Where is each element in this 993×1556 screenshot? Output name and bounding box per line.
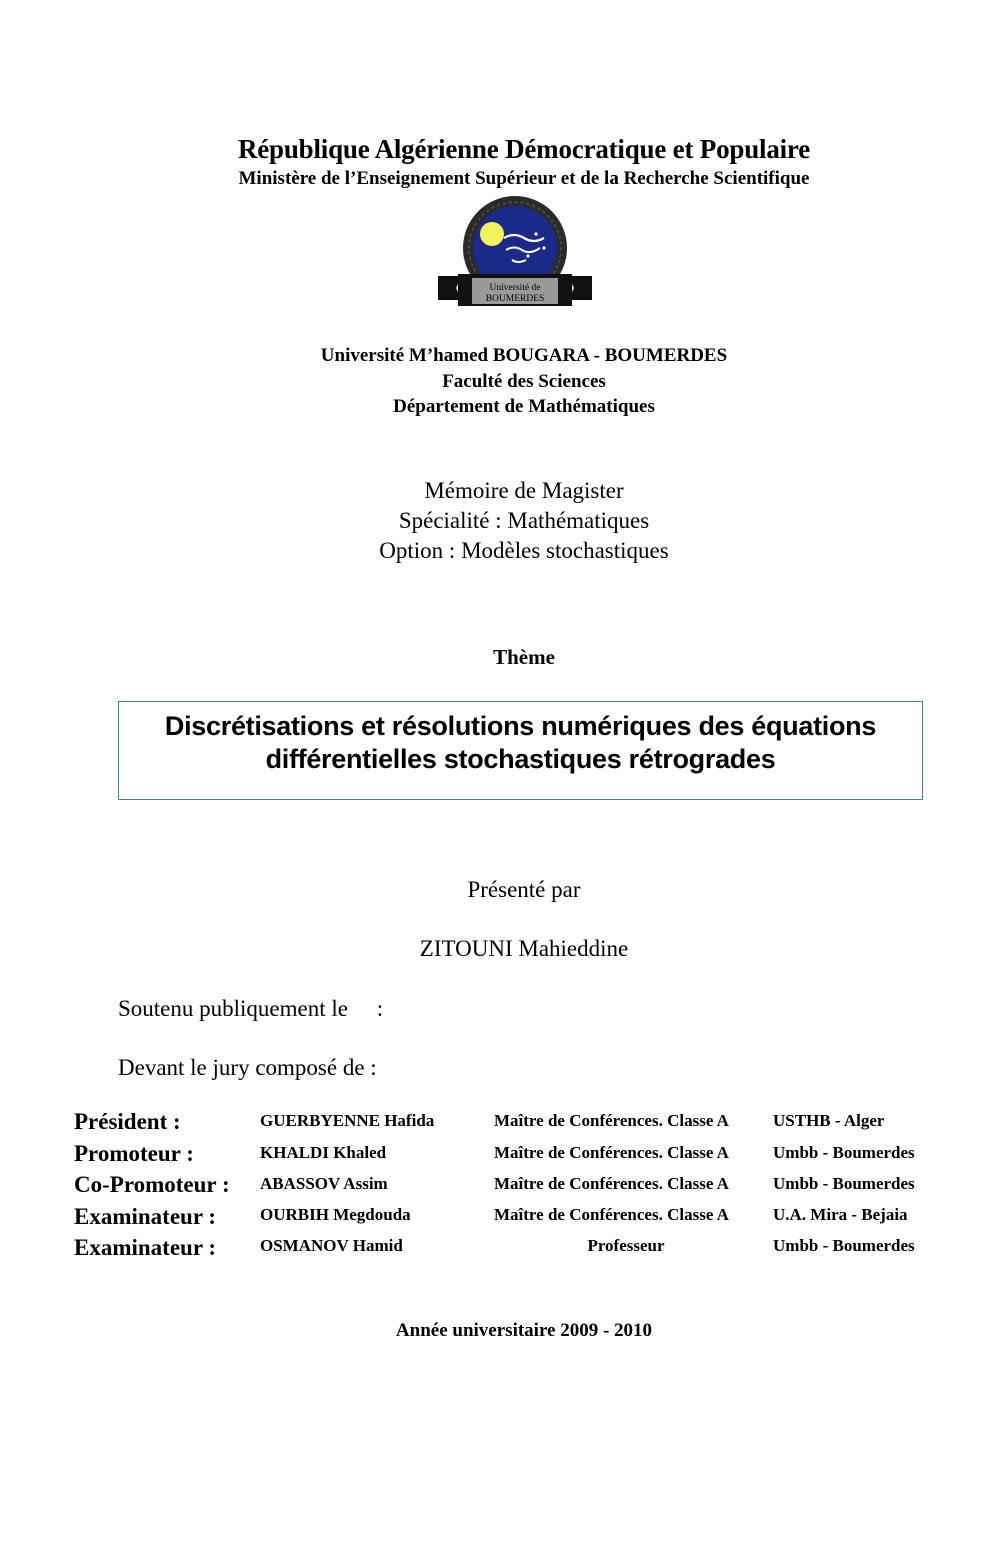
logo-text-1: Université de: [489, 283, 541, 293]
jury-role: Examinateur :: [74, 1204, 217, 1229]
presented-by-label: Présenté par: [467, 877, 581, 902]
jury-member-name: KHALDI Khaled: [260, 1143, 387, 1162]
jury-member-name: GUERBYENNE Hafida: [260, 1111, 435, 1130]
thesis-title-line-1: Discrétisations et résolutions numériques des équations: [164, 711, 877, 741]
author-name: ZITOUNI Mahieddine: [419, 936, 629, 961]
jury-member-institution: Umbb - Boumerdes: [773, 1174, 915, 1193]
department-name: Département de Mathématiques: [393, 396, 655, 417]
jury-role: Président :: [74, 1109, 181, 1134]
academic-year: Année universitaire 2009 - 2010: [395, 1320, 653, 1341]
jury-member-institution: USTHB - Alger: [773, 1111, 885, 1130]
jury-member-grade: Maître de Conférences. Classe A: [494, 1205, 729, 1224]
theme-label: Thème: [493, 645, 555, 669]
university-logo: [436, 196, 594, 326]
thesis-type: Mémoire de Magister: [424, 478, 624, 503]
jury-role: Promoteur :: [74, 1141, 194, 1166]
jury-role: Co-Promoteur :: [74, 1172, 230, 1197]
jury-member-name: OSMANOV Hamid: [260, 1236, 403, 1255]
defense-date-label: Soutenu publiquement le :: [118, 996, 384, 1021]
ministry-heading: Ministère de l’Enseignement Supérieur et de la Recherche Scientifique: [238, 168, 810, 189]
thesis-title-box: [118, 701, 923, 800]
jury-member-grade: Maître de Conférences. Classe A: [494, 1143, 729, 1162]
thesis-title-line-2: différentielles stochastiques rétrogrades: [265, 744, 776, 774]
jury-member-name: ABASSOV Assim: [260, 1174, 388, 1193]
thesis-speciality: Spécialité : Mathématiques: [398, 508, 650, 533]
republic-heading: République Algérienne Démocratique et Populaire: [237, 134, 811, 164]
jury-member-grade: Maître de Conférences. Classe A: [494, 1174, 729, 1193]
jury-member-institution: U.A. Mira - Bejaia: [773, 1205, 908, 1224]
university-seal-icon: [436, 196, 594, 326]
jury-member-institution: Umbb - Boumerdes: [773, 1143, 915, 1162]
faculty-name: Faculté des Sciences: [442, 371, 606, 392]
jury-intro-label: Devant le jury composé de :: [118, 1055, 377, 1080]
jury-member-institution: Umbb - Boumerdes: [773, 1236, 915, 1255]
logo-text-2: BOUMERDES: [485, 294, 545, 304]
university-name: Université M’hamed BOUGARA - BOUMERDES: [320, 345, 728, 366]
jury-role: Examinateur :: [74, 1235, 217, 1260]
jury-member-grade: Maître de Conférences. Classe A: [494, 1111, 729, 1130]
thesis-option: Option : Modèles stochastiques: [379, 538, 669, 563]
jury-member-grade: Professeur: [587, 1236, 665, 1255]
jury-member-name: OURBIH Megdouda: [260, 1205, 411, 1224]
